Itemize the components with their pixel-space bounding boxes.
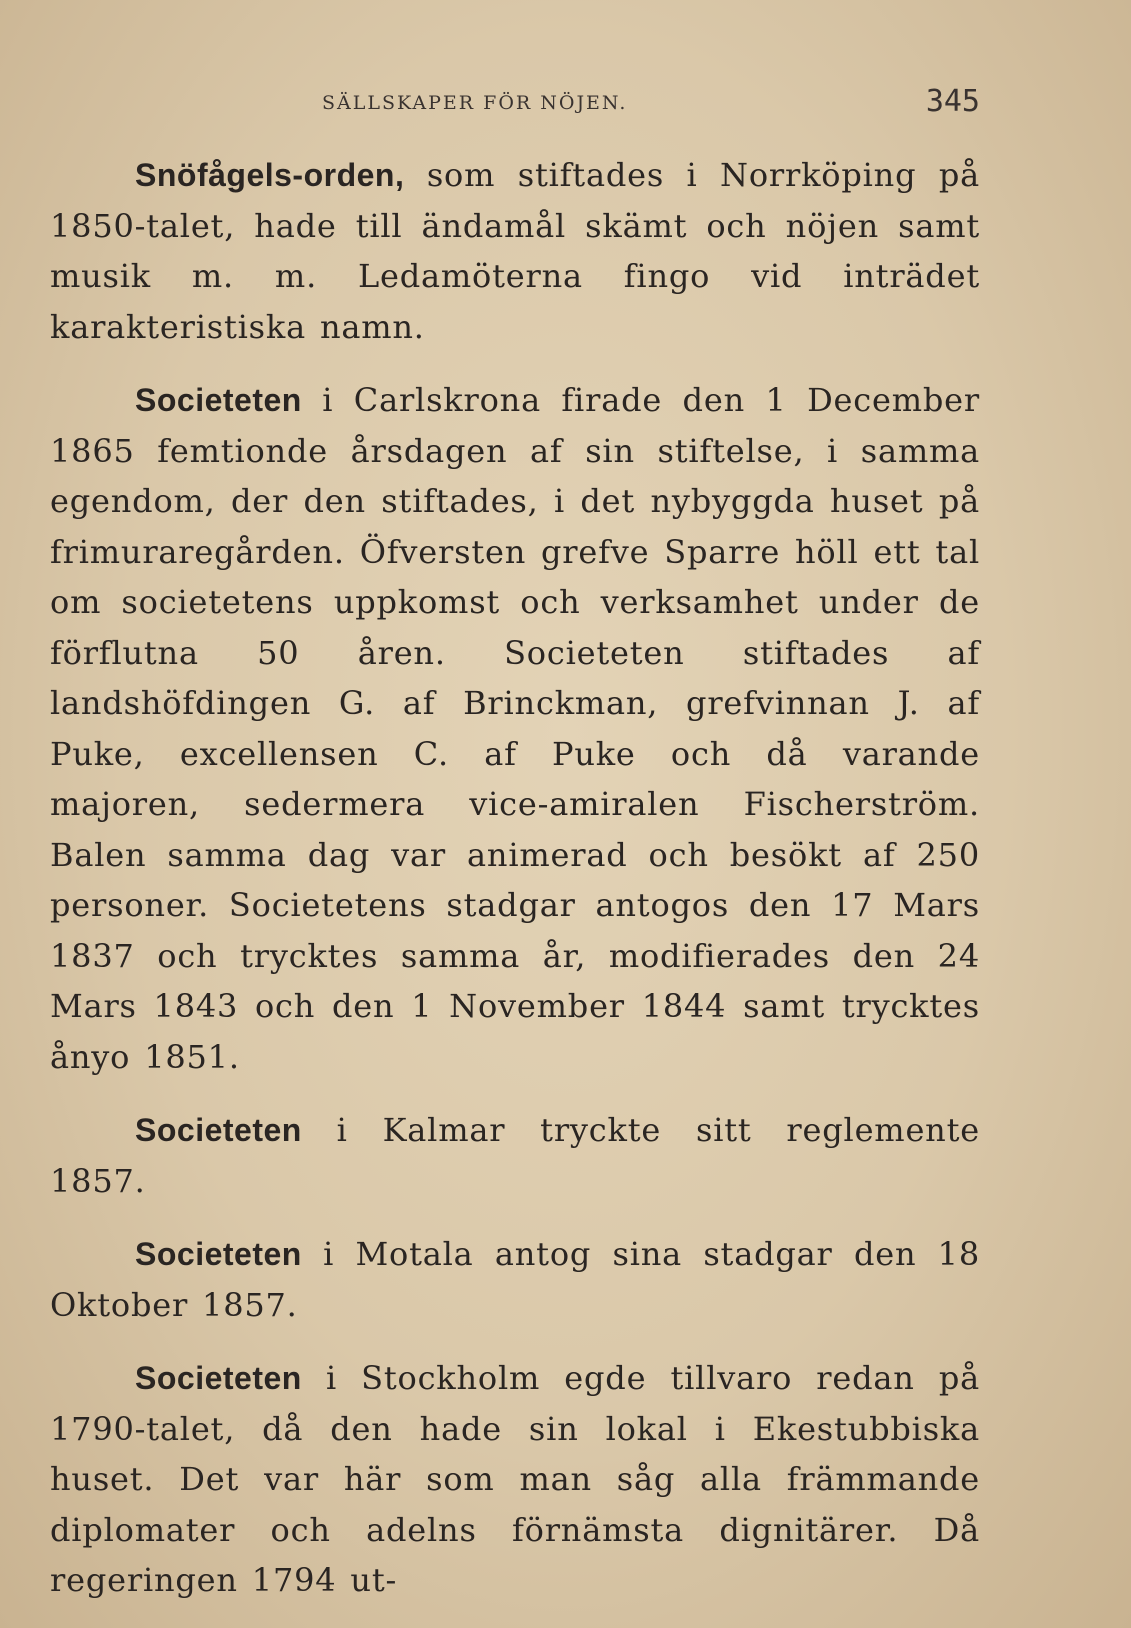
paragraph-text: i Motala antog sina stadgar den 18 Oktober 1857. [50,1235,980,1324]
paragraph-lead: Societeten [135,1360,302,1396]
page-number: 345 [925,84,980,119]
paragraph-lead: Societeten [135,1236,302,1272]
paragraph-societeten-kalmar [50,1105,980,1206]
paragraph-societeten-carlskrona [50,375,980,1082]
paragraph-lead: Societeten [135,1112,302,1148]
paragraph-societeten-stockholm [50,1353,980,1606]
paragraph-text: i Stockholm egde tillvaro redan på 1790-talet, då den hade sin lokal i Ekestubbiska huset. Det var här som man såg alla främmande diplomater och adelns förnämsta dignitärer. Då regeringen 1794 ut- [50,1359,980,1599]
paragraph-snofagels-orden [50,150,980,352]
paragraph-lead: Societeten [135,382,302,418]
running-head [50,84,980,124]
paragraph-text: i Kalmar tryckte sitt reglemente 1857. [50,1111,980,1200]
running-title: SÄLLSKAPER FÖR NÖJEN. [322,92,628,114]
paragraph-societeten-motala [50,1229,980,1330]
body-text [50,150,980,1606]
paragraph-text: som stiftades i Norrköping på 1850-talet, hade till ändamål skämt och nöjen samt musik m. m. Ledamöterna fingo vid inträdet karakteristiska namn. [50,156,980,346]
paragraph-text: i Carlskrona firade den 1 December 1865 femtionde årsdagen af sin stiftelse, i samma egendom, der den stiftades, i det nybyggda huset på frimuraregården. Öfversten grefve Sparre höll ett tal om societetens uppkomst och verksamhet under de förflutna 50 åren. Societeten stiftades af landshöfdingen G. af Brinckman, grefvinnan J. af Puke, excellensen C. af Puke och då varande majoren, sedermera vice-amiralen Fischerström. Balen samma dag var animerad och besökt af 250 personer. Societetens stadgar antogos den 17 Mars 1837 och trycktes samma år, modifierades den 24 Mars 1843 och den 1 November 1844 samt trycktes ånyo 1851. [50,381,980,1076]
paragraph-lead: Snöfågels-orden, [135,157,405,193]
